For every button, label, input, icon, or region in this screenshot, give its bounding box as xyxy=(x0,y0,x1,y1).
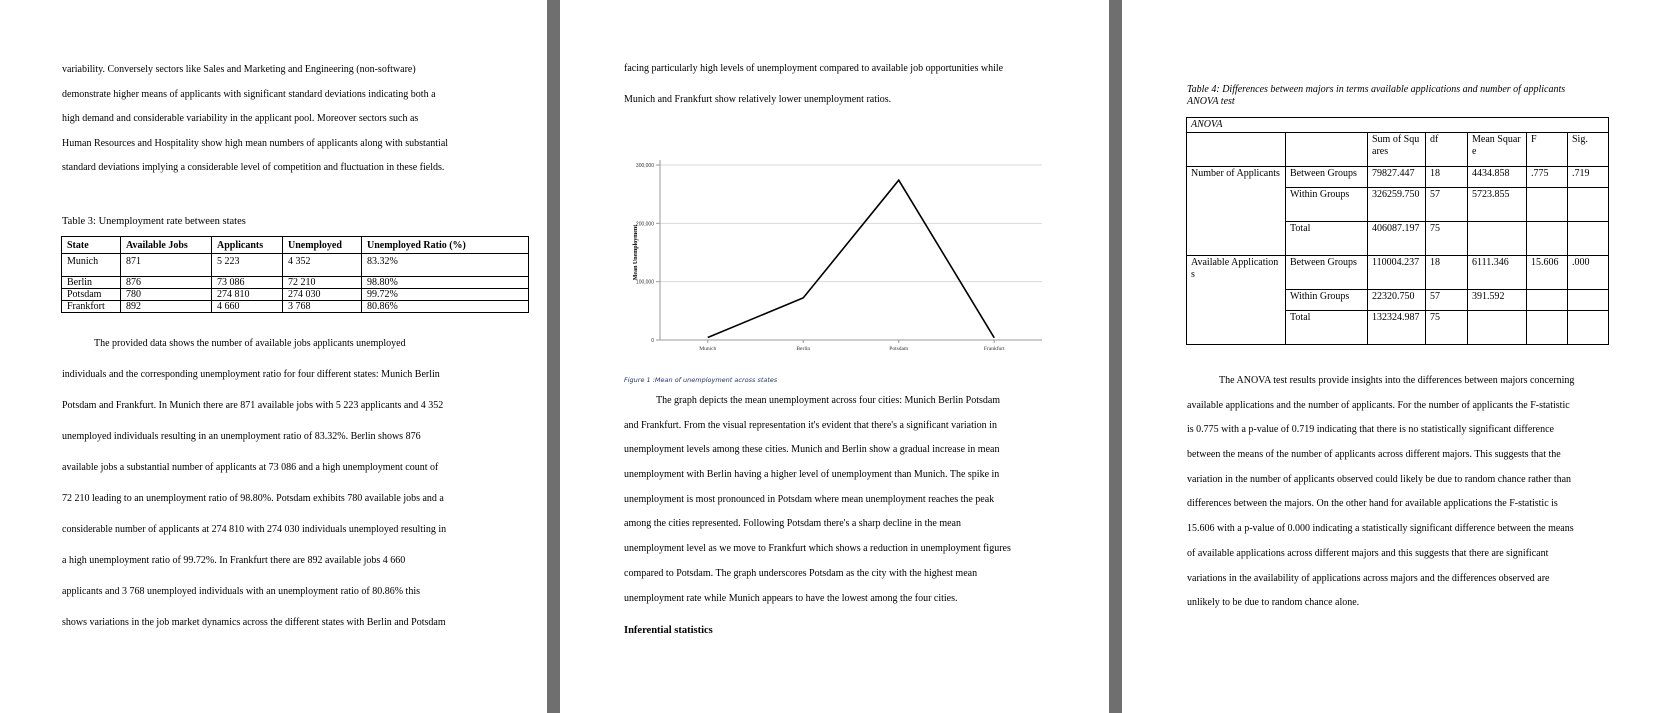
text-line: among the cities represented. Following Potsdam there's a sharp decline in the mean xyxy=(624,518,961,530)
text-line: unemployment levels among these cities. Munich and Berlin show a gradual increase in mean xyxy=(624,444,1000,456)
table-cell: Munich xyxy=(62,254,121,277)
table-cell: 79827.447 xyxy=(1368,167,1426,188)
x-tick-label: Potsdam xyxy=(889,346,909,352)
text-line: variability. Conversely sectors like Sales and Marketing and Engineering (non-software) xyxy=(62,64,416,75)
table-cell: 57 xyxy=(1426,188,1468,222)
table-row xyxy=(1187,256,1609,290)
table-cell: 892 xyxy=(121,301,212,313)
table-cell xyxy=(1568,222,1609,256)
table-cell xyxy=(1527,188,1568,222)
text-line: Potsdam and Frankfurt. In Munich there are 871 available jobs with 5 223 applicants and 4 352 xyxy=(62,400,444,411)
table-cell: 57 xyxy=(1426,290,1468,311)
table-cell: Within Groups xyxy=(1286,188,1368,222)
text-line: available applications and the number of applicants. For the number of applicants the F-statistic xyxy=(1187,399,1570,411)
table-cell: 3 768 xyxy=(283,301,362,313)
table-cell: 132324.987 xyxy=(1368,311,1426,345)
table-cell: Total xyxy=(1286,311,1368,345)
table-row xyxy=(62,254,529,277)
column-header: Sum of Squares xyxy=(1368,133,1426,167)
table-cell: 22320.750 xyxy=(1368,290,1426,311)
table-cell: 75 xyxy=(1426,311,1468,345)
text-line: considerable number of applicants at 274 810 with 274 030 individuals unemployed resulting in xyxy=(62,524,447,535)
table-cell: 75 xyxy=(1426,222,1468,256)
table-cell: 83.32% xyxy=(362,254,529,277)
table-cell: 274 030 xyxy=(283,289,362,301)
paragraph-graph-description xyxy=(624,394,1011,616)
y-tick-label: 300,000 xyxy=(635,163,654,169)
section-heading: Inferential statistics xyxy=(624,625,713,636)
text-line: is 0.775 with a p-value of 0.719 indicating that there is no statistically significant difference xyxy=(1187,424,1554,436)
text-line: between the means of the number of applicants across different majors. This suggests that the xyxy=(1187,449,1561,461)
table-cell xyxy=(1568,188,1609,222)
text-line: individuals and the corresponding unemployment ratio for four different states: Munich Berlin xyxy=(62,369,440,380)
text-line: demonstrate higher means of applicants with significant standard deviations indicating both a xyxy=(62,88,436,100)
column-header: F xyxy=(1527,133,1568,167)
anova-title: ANOVA xyxy=(1187,118,1609,133)
table-title-row xyxy=(1187,118,1609,133)
table-header-row xyxy=(62,237,529,254)
text-line: unemployment is most pronounced in Potsdam where mean unemployment reaches the peak xyxy=(624,493,995,505)
unemployment-line-chart xyxy=(622,155,1052,355)
text-line: and Frankfurt. From the visual representation it's evident that there's a significant variation in xyxy=(624,419,997,431)
table-cell xyxy=(1527,222,1568,256)
text-line: unemployment rate while Munich appears to have the lowest among the four cities. xyxy=(624,592,958,604)
table-cell: 274 810 xyxy=(212,289,283,301)
table-cell: Berlin xyxy=(62,277,121,289)
text-line: variation in the number of applicants observed could likely be due to random chance rather than xyxy=(1187,473,1572,485)
table-cell xyxy=(1468,222,1527,256)
unemployment-table xyxy=(61,236,529,313)
text-line: 15.606 with a p-value of 0.000 indicating a statistically significant difference between the means xyxy=(1187,523,1574,535)
table-cell: 72 210 xyxy=(283,277,362,289)
table-cell: 5723.855 xyxy=(1468,188,1527,222)
group-label: Available Applications xyxy=(1187,256,1286,345)
table-3-caption: Table 3: Unemployment rate between states xyxy=(62,216,246,227)
table-cell: 5 223 xyxy=(212,254,283,277)
table-cell: Frankfort xyxy=(62,301,121,313)
table-row xyxy=(62,289,529,301)
y-tick-label: 0 xyxy=(651,338,654,344)
table-cell xyxy=(1527,290,1568,311)
table-4-caption xyxy=(1187,84,1565,108)
table-cell xyxy=(1527,311,1568,345)
figure-1-caption: Figure 1 :Mean of unemployment across states xyxy=(624,376,778,384)
table-cell: 326259.750 xyxy=(1368,188,1426,222)
text-line: variations in the availability of applications across majors and the differences observed are xyxy=(1187,572,1550,584)
text-line: unemployment with Berlin having a higher level of unemployment than Munich. The spike in xyxy=(624,469,1000,481)
table-cell xyxy=(1568,290,1609,311)
text-line: unemployed individuals resulting in an unemployment ratio of 83.32%. Berlin shows 876 xyxy=(62,431,421,442)
text-line: The graph depicts the mean unemployment across four cities: Munich Berlin Potsdam xyxy=(656,395,1001,406)
paragraph-continuation xyxy=(624,62,1003,124)
table-row xyxy=(62,301,529,313)
x-tick-label: Frankfurt xyxy=(983,346,1005,352)
text-line: shows variations in the job market dynamics across the different states with Berlin and Potsdam xyxy=(62,617,446,628)
column-header: Applicants xyxy=(212,237,283,254)
x-tick-label: Berlin xyxy=(796,346,811,352)
column-header: Unemployed Ratio (%) xyxy=(362,237,529,254)
text-line: compared to Potsdam. The graph underscores Potsdam as the city with the highest mean xyxy=(624,567,978,579)
paragraph-data-description xyxy=(62,337,446,647)
table-cell: 871 xyxy=(121,254,212,277)
paragraph-anova-results xyxy=(1187,374,1574,621)
empty-cell xyxy=(1286,133,1368,167)
table-cell: 4 352 xyxy=(283,254,362,277)
column-header: df xyxy=(1426,133,1468,167)
text-line: high demand and considerable variability in the applicant pool. Moreover sectors such as xyxy=(62,113,419,125)
text-line: applicants and 3 768 unemployed individuals with an unemployment ratio of 80.86% this xyxy=(62,586,420,597)
table-cell: Total xyxy=(1286,222,1368,256)
text-line: Human Resources and Hospitality show high mean numbers of applicants along with substantial xyxy=(62,137,449,149)
y-axis-label: Mean Unemployment xyxy=(633,224,639,281)
table-cell xyxy=(1468,311,1527,345)
text-line: available jobs a substantial number of applicants at 73 086 and a high unemployment count of xyxy=(62,462,439,473)
table-row xyxy=(62,277,529,289)
anova-table xyxy=(1186,117,1609,345)
text-line: The ANOVA test results provide insights into the differences between majors concerning xyxy=(1219,375,1575,386)
document-page-1 xyxy=(0,0,547,713)
text-line: unemployment level as we move to Frankfurt which shows a reduction in unemployment figures xyxy=(624,543,1011,555)
column-header: Unemployed xyxy=(283,237,362,254)
table-cell: 18 xyxy=(1426,167,1468,188)
table-cell: 110004.237 xyxy=(1368,256,1426,290)
caption-line: ANOVA test xyxy=(1187,96,1235,107)
table-cell: .719 xyxy=(1568,167,1609,188)
paragraph-sector-variability xyxy=(62,63,448,186)
table-cell: 99.72% xyxy=(362,289,529,301)
caption-line: Table 4: Differences between majors in terms available applications and number of applicants xyxy=(1187,84,1566,95)
table-cell: .000 xyxy=(1568,256,1609,290)
text-line: differences between the majors. On the other hand for available applications the F-statistic is xyxy=(1187,498,1558,510)
table-cell: 73 086 xyxy=(212,277,283,289)
table-cell: Between Groups xyxy=(1286,256,1368,290)
text-line: standard deviations implying a considerable level of competition and fluctuation in these fields. xyxy=(62,162,445,174)
text-line: a high unemployment ratio of 99.72%. In Frankfurt there are 892 available jobs 4 660 xyxy=(62,555,406,566)
y-tick-label: 200,000 xyxy=(635,221,654,228)
x-tick-label: Munich xyxy=(699,346,717,352)
table-cell xyxy=(1568,311,1609,345)
column-header: State xyxy=(62,237,121,254)
column-header: Available Jobs xyxy=(121,237,212,254)
text-line: unlikely to be due to random chance alone. xyxy=(1187,597,1360,609)
series-line xyxy=(708,180,995,338)
group-label: Number of Applicants xyxy=(1187,167,1286,256)
table-header-row xyxy=(1187,133,1609,167)
table-cell: 18 xyxy=(1426,256,1468,290)
table-cell: .775 xyxy=(1527,167,1568,188)
table-cell: Between Groups xyxy=(1286,167,1368,188)
table-cell: 876 xyxy=(121,277,212,289)
table-cell: 98.80% xyxy=(362,277,529,289)
table-cell: Potsdam xyxy=(62,289,121,301)
table-cell: 4434.858 xyxy=(1468,167,1527,188)
table-cell: Within Groups xyxy=(1286,290,1368,311)
table-cell: 780 xyxy=(121,289,212,301)
table-cell: 391.592 xyxy=(1468,290,1527,311)
text-line: Munich and Frankfurt show relatively lower unemployment ratios. xyxy=(624,94,892,105)
table-cell: 406087.197 xyxy=(1368,222,1426,256)
table-cell: 15.606 xyxy=(1527,256,1568,290)
table-row xyxy=(1187,167,1609,188)
table-cell: 80.86% xyxy=(362,301,529,313)
document-page-2 xyxy=(560,0,1109,713)
empty-cell xyxy=(1187,133,1286,167)
y-tick-label: 100,000 xyxy=(635,279,654,286)
text-line: facing particularly high levels of unemployment compared to available job opportunities while xyxy=(624,63,1004,74)
column-header: Mean Square xyxy=(1468,133,1527,167)
table-cell: 4 660 xyxy=(212,301,283,313)
text-line: of available applications across different majors and this suggests that there are significant xyxy=(1187,547,1549,559)
text-line: The provided data shows the number of available jobs applicants unemployed xyxy=(94,338,406,349)
text-line: 72 210 leading to an unemployment ratio of 98.80%. Potsdam exhibits 780 available jobs and a xyxy=(62,493,444,504)
table-cell: 6111.346 xyxy=(1468,256,1527,290)
document-page-3 xyxy=(1122,0,1674,713)
column-header: Sig. xyxy=(1568,133,1609,167)
